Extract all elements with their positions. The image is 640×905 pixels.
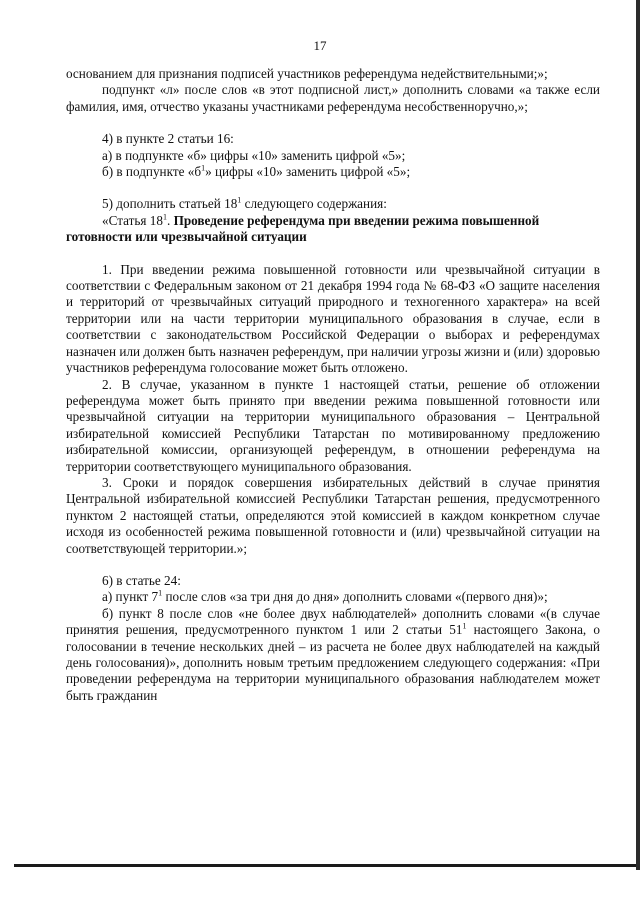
paragraph-continuation: основанием для признания подписей участников референдума недействительными;»; <box>66 66 548 81</box>
item-4b: б) в подпункте «$б^1$» цифры «10» заменить цифрой «5»; <box>102 163 411 180</box>
article-paragraph-1: 1. При введении режима повышенной готовности или чрезвычайной ситуации в соответствии с Федеральным законом от 21 декабря 1994 года № 68-ФЗ «О защите населения и территорий от чрезвычайных ситуаций природного и техногенного характера» на всей территории или на части территории муниципального образования в случае, если в соответствии с законодательством Российской Федерации о выборах и референдумах назначен или должен быть назначен референдум, при наличии угрозы жизни и (или) здоровью участников референдума голосование может быть отложено. <box>66 261 600 376</box>
article-title: «Статья $18^1$. Проведение референдума при введении режима повышенной <box>102 212 540 228</box>
article-title-continuation: готовности или чрезвычайной ситуации <box>66 229 307 245</box>
spacer <box>66 180 600 196</box>
item-6-heading: 6) в статье 24: <box>102 572 181 588</box>
spacer <box>66 557 600 573</box>
item-5-heading: 5) дополнить статьей $18^1$ следующего содержания: <box>102 196 387 212</box>
item-6b: б) пункт 8 после слов «не более двух наблюдателей» дополнить словами «(в случае принятия решения, предусмотренного пунктом 1 или 2 статьи $51^1$ настоящего Закона, о голосовании в течение нескольких дней – из расчета не более двух наблюдателей на каждый день голосования)», дополнить новым третьим предложением следующего содержания: «При проведении референдума на территории муниципального образования наблюдателем может быть гражданин <box>66 605 600 703</box>
item-4a: а) в подпункте «б» цифры «10» заменить цифрой «5»; <box>102 147 406 163</box>
document-body <box>66 66 600 704</box>
item-6a: а) пункт $7^1$ после слов «за три дня до дня» дополнить словами «(первого дня)»; <box>102 588 548 605</box>
item-4-heading: 4) в пункте 2 статьи 16: <box>102 131 234 147</box>
scan-right-edge <box>636 0 640 870</box>
scan-bottom-edge <box>14 864 640 867</box>
spacer <box>66 246 600 262</box>
page-number: 17 <box>313 38 327 53</box>
article-paragraph-3: 3. Сроки и порядок совершения избирательных действий в случае принятия Центральной избирательной комиссией Республики Татарстан решения, предусмотренного пунктом 2 настоящей статьи, определяются этой комиссией в каждом конкретном случае исходя из особенностей режима повышенной готовности и (или) чрезвычайной ситуации на соответствующей территории.»; <box>66 474 600 556</box>
paragraph-subitem-l: подпункт «л» после слов «в этот подписной лист,» дополнить словами «а также если фамилия, имя, отчество указаны участниками референдума несобственноручно,»; <box>66 82 600 114</box>
spacer <box>66 115 600 131</box>
article-paragraph-2: 2. В случае, указанном в пункте 1 настоящей статьи, решение об отложении референдума может быть принято при введении режима повышенной готовности или чрезвычайной ситуации на территории муниципального образования – Центральной избирательной комиссией Республики Татарстан по мотивированному предложению избирательной комиссии, организующей референдум, в отношении референдума на территории соответствующего муниципального образования. <box>66 376 600 474</box>
